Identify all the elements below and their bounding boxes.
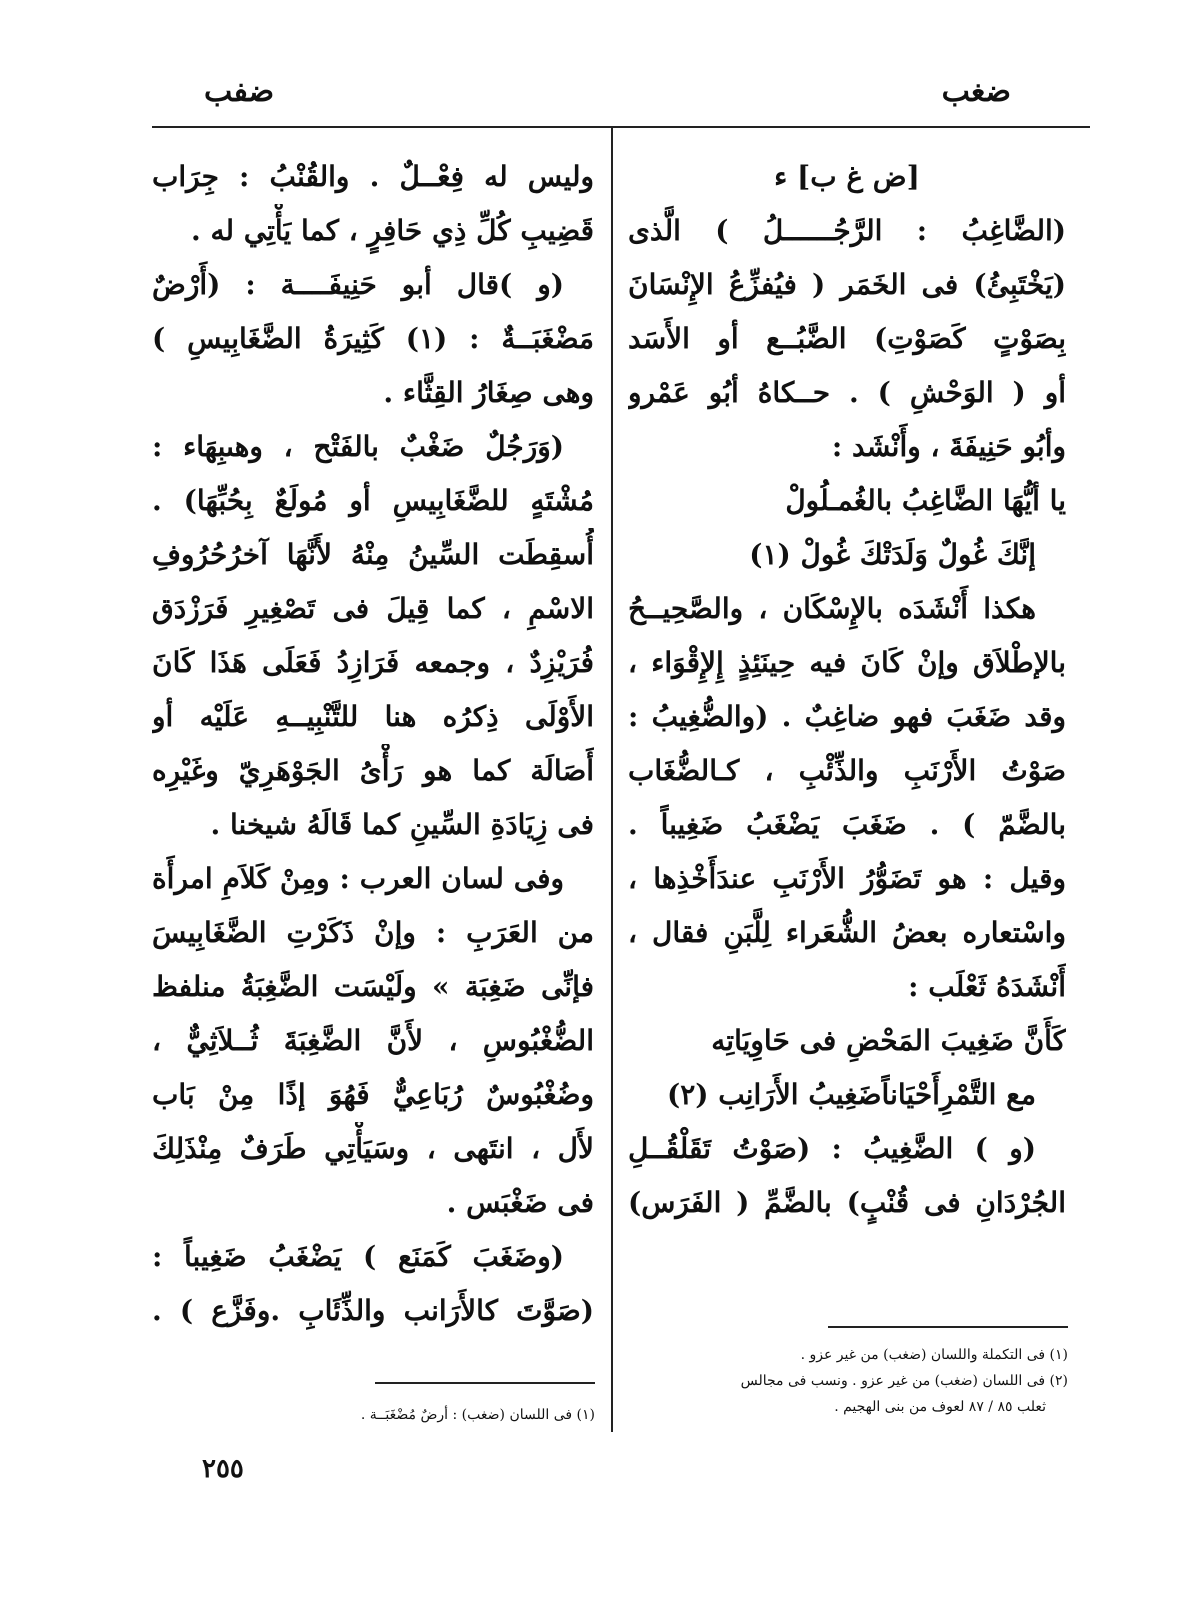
footnote-rule-left — [375, 1382, 595, 1384]
column-divider — [611, 127, 613, 1432]
text-line: صَوْتُ الأَرْنَبِ والذِّئْبِ ، كـالضُّغَاب — [628, 754, 1066, 787]
text-line: الضُّغْبُوسِ ، لأَنَّ الضَّغِبَةَ ثُــلاَثِيٌّ ، — [152, 1024, 594, 1057]
entry-root-heading: [ض غ ب] ء — [774, 160, 920, 193]
text-line: وليس له فِعْــلٌ . والقُنْبُ : جِرَاب — [152, 160, 594, 193]
text-line: أَصَالَة كما هو رَأْىُ الجَوْهَرِيّ وغَيْرِه — [152, 754, 594, 787]
footnote: ثعلب ٨٥ / ٨٧ لعوف من بنى الهجيم . — [834, 1399, 1046, 1415]
text-line: (وضَغَبَ كَمَنَع ) يَضْغَبُ ضَغِيباً : — [152, 1240, 564, 1273]
page-number: ٢٥٥ — [202, 1454, 244, 1484]
text-line: فإنِّى ضَغِبَة » ولَيْسَت الضَّغِبَةُ منلفظ — [152, 970, 594, 1003]
text-line: (و ) الضَّغِيبُ : (صَوْتُ تَقَلْقُــلِ — [628, 1132, 1036, 1165]
text-line: بالإطْلاَق وإنْ كَانَ فيه حِينَئِذٍ إِلإِقْوَاء ، — [628, 646, 1066, 679]
text-line: بالضَّمّ ) . ضَغَبَ يَضْغَبُ ضَغِيباً . — [628, 808, 1066, 841]
verse-line: كَأَنَّ ضَغِيبَ المَحْضِ فى حَاوِيَاتِه — [711, 1024, 1066, 1057]
footnote: (١) فى اللسان (ضغب) : أرضٌ مُضْغَبَــة . — [360, 1407, 595, 1423]
text-line: وأبُو حَنِيفَةَ ، وأَنْشَد : — [831, 430, 1066, 463]
text-line: من العَرَبِ : وإنْ ذَكَرْتِ الضَّغَابِيسَ — [152, 916, 594, 949]
text-line: هكذا أَنْشَدَه بالإِسْكَان ، والصَّحِيــحُ — [628, 592, 1036, 625]
text-line: بِصَوْتٍ كَصَوْتِ) الضَّبُــع أو الأَسَد — [628, 322, 1066, 355]
text-line: فُرَيْزِدٌ ، وجمعه فَرَازِدُ فَعَلَى هَذَا كَانَ — [152, 646, 594, 679]
left-column — [152, 150, 594, 1338]
footnotes-right — [628, 1342, 1068, 1420]
text-line: لأَل ، انتَهى ، وسَيَأْتِي طَرَفٌ مِنْذَلِكَ — [152, 1132, 594, 1165]
verse-line: إنَّكَ غُولٌ وَلَدَتْكَ غُولْ (١) — [749, 538, 1036, 571]
right-column — [628, 150, 1066, 1230]
text-line: (يَخْتَبِئُ) فى الخَمَر ( فيُفزِّعُ الإِنْسَانَ — [628, 268, 1066, 301]
footnote: (٢) فى اللسان (ضغب) من غير عزو . ونسب فى مجالس — [740, 1373, 1068, 1389]
text-line: وضُغْبُوسٌ رُبَاعِيٌّ فَهُوَ إذًا مِنْ بَاب — [152, 1078, 594, 1111]
text-line: مُشْتَهٍ للضَّغَابِيسِ أو مُولَعٌ بِحُبِّهَا) . — [152, 484, 594, 517]
text-line: الأَوْلَى ذِكرُه هنا للتَّنْبِيــهِ عَلَيْه أو — [152, 700, 594, 733]
text-line: وهى صِغَارُ القِثَّاء . — [383, 376, 594, 409]
text-line: أَنْشَدَهُ ثَعْلَب : — [908, 970, 1066, 1003]
text-line: مَضْغَبَــةٌ : (١) كَثِيرَةُ الضَّغَابِيسِ ) — [152, 322, 594, 355]
text-line: الاسْمِ ، كما قِيلَ فى تَصْغِيرِ فَرَزْدَق — [152, 592, 594, 625]
text-line: وقد ضَغَبَ فهو ضاغِبٌ . (والضُّغِيبُ : — [628, 700, 1066, 733]
footnotes-left — [190, 1402, 595, 1428]
text-line: فى زِيَادَةِ السِّينِ كما قَالَهُ شيخنا . — [210, 808, 594, 841]
text-line: واسْتعاره بعضُ الشُّعَراء لِلَّبَنِ فقال ، — [628, 916, 1066, 949]
text-line: (وَرَجُلٌ ضَغْبٌ بالفَتْح ، وهىبِهَاء : — [152, 430, 564, 463]
text-line: الجُرْدَانِ فى قُنْبٍ) بالضَّمِّ ( الفَرَس) — [628, 1186, 1066, 1219]
header-rule — [152, 126, 1090, 128]
verse-line: مع التَّمْرِأَحْيَاناًضَغِيبُ الأَرَانِب (٢) — [666, 1078, 1036, 1111]
text-line: وفى لسان العرب : ومِنْ كَلاَمِ امرأَة — [152, 862, 564, 895]
text-line: وقيل : هو تَضَوُّرُ الأَرْنَبِ عندَأَخْذِها ، — [628, 862, 1066, 895]
text-line: (الضَّاغِبُ : الرَّجُــــــلُ ) الَّذى — [628, 214, 1066, 247]
running-header-right: ضغب — [941, 74, 1011, 109]
text-line: أو ( الوَحْشِ ) . حــكاهُ أبُو عَمْرو — [628, 376, 1066, 409]
text-line: (صَوَّتَ كالأَرَانب والذِّئَابِ .وفَزَّع ) . — [152, 1294, 594, 1327]
footnote: (١) فى التكملة واللسان (ضغب) من غير عزو . — [800, 1347, 1068, 1363]
footnote-rule-right — [828, 1326, 1068, 1328]
text-line: (و )قال أبو حَنِيفَــــة : (أَرْضٌ — [152, 268, 564, 301]
verse-line: يا أيُّهَا الضَّاغِبُ بالغُمـلُولْ — [785, 484, 1066, 517]
text-line: قَضِيبِ كُلِّ ذِي حَافِرٍ ، كما يَأْتِي له . — [190, 214, 594, 247]
text-line: أُسقِطَت السِّينُ مِنْهُ لأَنَّهَا آخرُحُرُوفِ — [152, 538, 594, 571]
running-header-left: ضفب — [204, 74, 275, 109]
text-line: فى ضَغْبَس . — [446, 1186, 594, 1219]
